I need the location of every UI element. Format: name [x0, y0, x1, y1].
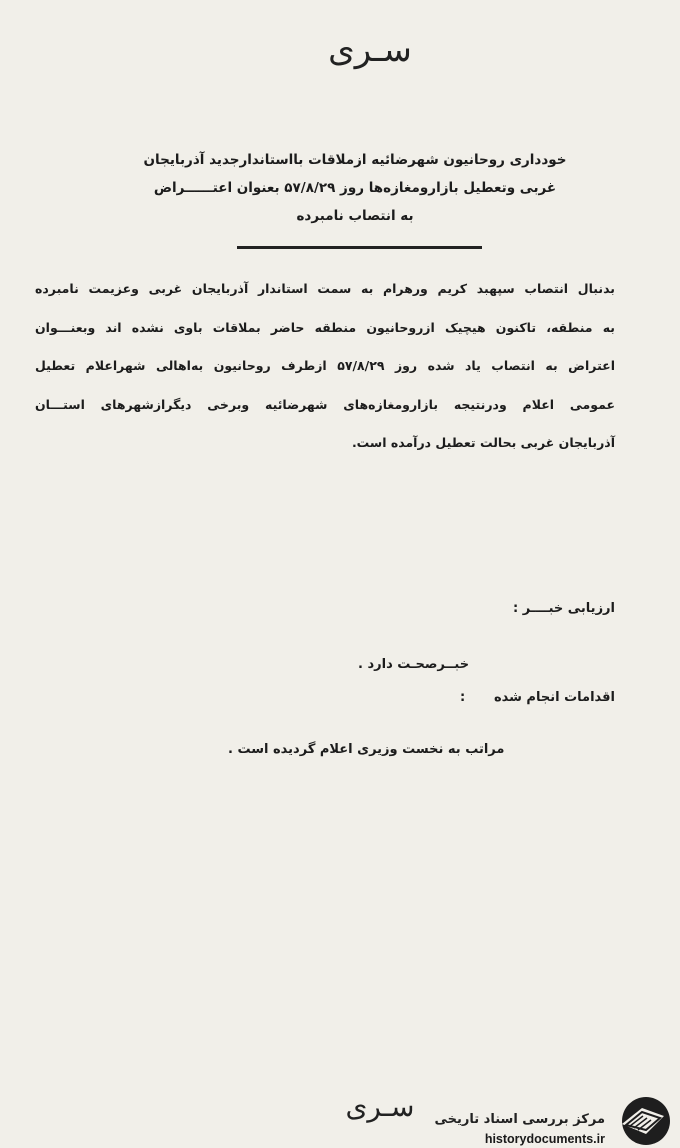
document-heading	[95, 146, 615, 230]
heading-line-2: غربی وتعطیل بازارومغازه‌ها روز ۵۷/۸/۲۹ بعنوان اعتــــــراض	[153, 180, 557, 196]
watermark	[405, 1094, 680, 1148]
classification-bottom: سـری	[345, 1090, 415, 1123]
watermark-url: historydocuments.ir	[484, 1132, 605, 1146]
body-line-2: به منطقه، تاکنون هیچیک ازروحانیون منطقه حاضر بملاقات باوی نشده اند وبعنـــوان	[35, 319, 615, 335]
body-line-1: بدنبال انتصاب سپهبد کریم ورهرام به سمت استاندار آذربایجان غربی وعزیمت نامبرده	[35, 281, 615, 296]
actions-label: اقدامات انجام شده	[493, 690, 615, 705]
body-line-4: عمومی اعلام ودرنتیجه بازارومغازه‌های شهرضائیه وبرخی دیگرازشهرهای استـــان	[35, 396, 615, 412]
classification-top: سـری	[328, 30, 412, 70]
heading-line-3: به انتصاب نامبرده	[296, 208, 414, 224]
assessment-label: ارزیابی خبــــر :	[512, 601, 615, 616]
heading-line-1: خودداری روحانیون شهرضائیه ازملاقات بااستاندارجدید آذربایجان	[143, 152, 567, 168]
actions-colon: :	[460, 690, 466, 705]
report-line: مراتب به نخست وزیری اعلام گردیده است .	[228, 742, 505, 757]
heading-underline	[237, 246, 482, 249]
book-emblem-icon	[612, 1094, 674, 1148]
document-body	[35, 270, 615, 463]
body-line-3: اعتراض به انتصاب یاد شده روز ۵۷/۸/۲۹ ازطرف روحانیون به‌اهالی شهراعلام تعطیل	[35, 358, 615, 373]
assessment-value: خبــرصحـت دارد .	[358, 657, 470, 672]
watermark-name: مرکز بررسی اسناد تاریخی	[434, 1112, 605, 1127]
body-line-5: آذربایجان غربی بحالت تعطیل درآمده است.	[351, 435, 615, 450]
